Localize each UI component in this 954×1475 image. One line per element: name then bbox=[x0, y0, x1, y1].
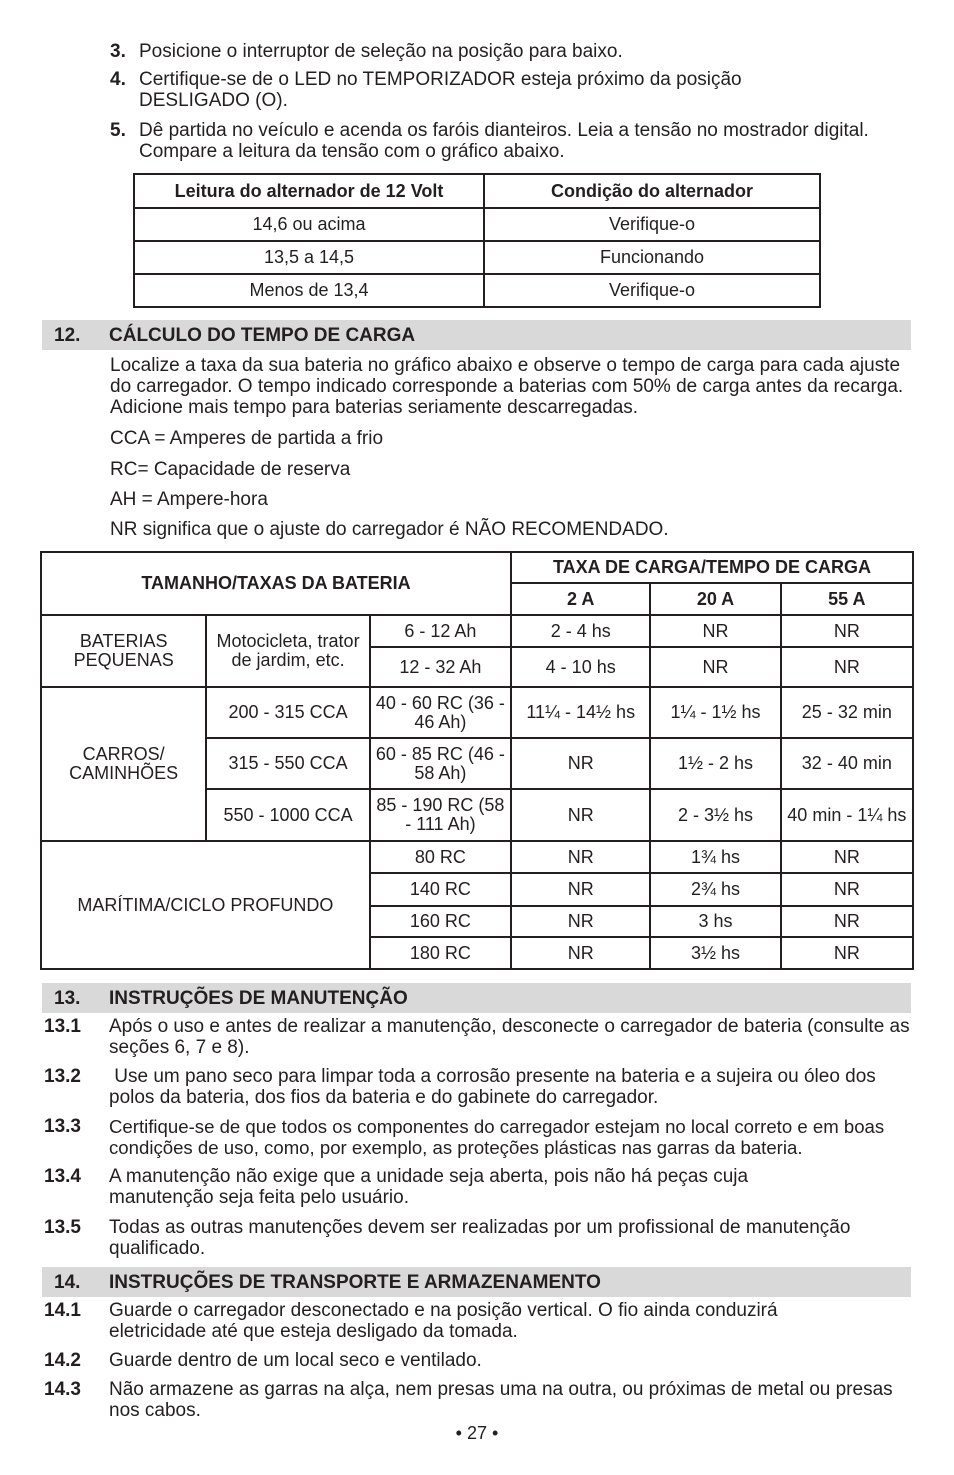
item-text: Não armazene as garras na alça, nem presas uma na outra, ou próximas de metal ou presas nos cabos. bbox=[109, 1379, 893, 1421]
item-14-1 bbox=[42, 1300, 912, 1342]
item-13-2 bbox=[42, 1066, 912, 1108]
item-text: Use um pano seco para limpar toda a corrosão presente na bateria e a sujeira ou óleo dos polos da bateria, dos fios da bateria e do gabinete do carregador. bbox=[109, 1066, 882, 1108]
table-cell: 200 - 315 CCA bbox=[206, 687, 369, 738]
charge-time-table bbox=[40, 551, 914, 970]
item-14-3 bbox=[42, 1379, 912, 1421]
step-4 bbox=[110, 69, 830, 111]
header-2a: 2 A bbox=[511, 583, 650, 615]
table-cell: 3 hs bbox=[650, 906, 780, 937]
section-number: 14. bbox=[54, 1272, 81, 1293]
item-text: Guarde o carregador desconectado e na posição vertical. O fio ainda conduzirá eletricidade até que esteja desligado da tomada. bbox=[109, 1300, 778, 1342]
item-number: 13.3 bbox=[44, 1116, 81, 1137]
table-cell: 1½ - 2 hs bbox=[650, 738, 780, 789]
table-cell: NR bbox=[781, 647, 913, 687]
table-cell: 85 - 190 RC (58 - 111 Ah) bbox=[370, 789, 511, 841]
table-cell: 11¼ - 14½ hs bbox=[511, 687, 650, 738]
step-text: Certifique-se de o LED no TEMPORIZADOR esteja próximo da posição DESLIGADO (O). bbox=[139, 69, 742, 111]
section-13-header bbox=[42, 983, 911, 1013]
step-number: 4. bbox=[110, 69, 126, 90]
item-13-3 bbox=[42, 1116, 912, 1158]
table-row bbox=[134, 274, 820, 307]
table-cell: NR bbox=[511, 937, 650, 969]
table-cell: 40 - 60 RC (36 - 46 Ah) bbox=[370, 687, 511, 738]
definition-ah: AH = Ampere-hora bbox=[110, 489, 268, 510]
table-row bbox=[41, 687, 913, 738]
table-cell: NR bbox=[650, 615, 780, 647]
item-number: 13.5 bbox=[44, 1217, 81, 1238]
table-cell: 1¾ hs bbox=[650, 841, 780, 873]
table-cell: NR bbox=[781, 873, 913, 906]
item-text: Guarde dentro de um local seco e ventilado. bbox=[109, 1350, 482, 1371]
item-13-1 bbox=[42, 1016, 912, 1058]
table-cell: 13,5 a 14,5 bbox=[134, 241, 484, 274]
item-number: 13.4 bbox=[44, 1166, 81, 1187]
table-row bbox=[134, 208, 820, 241]
step-text: Dê partida no veículo e acenda os faróis dianteiros. Leia a tensão no mostrador digital. Compare a leitura da tensão com o gráfico abaixo. bbox=[139, 120, 869, 162]
table-row bbox=[41, 841, 913, 873]
table-cell: NR bbox=[781, 841, 913, 873]
table-cell: 25 - 32 min bbox=[781, 687, 913, 738]
header-battery-size: TAMANHO/TAXAS DA BATERIA bbox=[41, 552, 511, 615]
alt-header-reading: Leitura do alternador de 12 Volt bbox=[134, 174, 484, 208]
item-13-4 bbox=[42, 1166, 912, 1208]
item-13-5 bbox=[42, 1217, 912, 1259]
item-number: 13.2 bbox=[44, 1066, 81, 1087]
table-cell: Menos de 13,4 bbox=[134, 274, 484, 307]
item-number: 14.2 bbox=[44, 1350, 81, 1371]
section-14-header bbox=[42, 1267, 911, 1297]
section-12-intro: Localize a taxa da sua bateria no gráfico abaixo e observe o tempo de carga para cada ajuste do carregador. O tempo indicado corresponde a baterias com 50% de carga antes da recarga. Adicione mais tempo para baterias seriamente descarregadas. bbox=[110, 355, 904, 418]
header-20a: 20 A bbox=[650, 583, 780, 615]
table-cell: NR bbox=[511, 873, 650, 906]
item-14-2 bbox=[42, 1350, 912, 1371]
table-cell: 40 min - 1¼ hs bbox=[781, 789, 913, 841]
table-cell: 6 - 12 Ah bbox=[370, 615, 511, 647]
table-cell: NR bbox=[511, 906, 650, 937]
definition-rc: RC= Capacidade de reserva bbox=[110, 459, 351, 480]
table-cell: 2¾ hs bbox=[650, 873, 780, 906]
table-cell: NR bbox=[781, 906, 913, 937]
table-cell: 140 RC bbox=[370, 873, 511, 906]
page-number: • 27 • bbox=[455, 1423, 499, 1443]
table-cell: NR bbox=[650, 647, 780, 687]
table-cell: NR bbox=[511, 841, 650, 873]
section-number: 13. bbox=[54, 988, 81, 1009]
step-number: 3. bbox=[110, 41, 126, 62]
table-cell: 4 - 10 hs bbox=[511, 647, 650, 687]
table-cell: Funcionando bbox=[484, 241, 820, 274]
table-row bbox=[41, 615, 913, 647]
table-cell: 550 - 1000 CCA bbox=[206, 789, 369, 841]
table-cell: 32 - 40 min bbox=[781, 738, 913, 789]
table-cell: 12 - 32 Ah bbox=[370, 647, 511, 687]
item-number: 13.1 bbox=[44, 1016, 81, 1037]
table-cell: NR bbox=[511, 738, 650, 789]
table-cell: 60 - 85 RC (46 - 58 Ah) bbox=[370, 738, 511, 789]
step-3 bbox=[110, 41, 900, 62]
item-number: 14.1 bbox=[44, 1300, 81, 1321]
item-text: Certifique-se de que todos os componentes do carregador estejam no local correto e em boas condições de uso, como, por exemplo, as proteções plásticas nas garras da bateria. bbox=[109, 1116, 885, 1158]
table-row bbox=[134, 241, 820, 274]
category-marine-deep-cycle: MARÍTIMA/CICLO PROFUNDO bbox=[41, 841, 370, 969]
alternator-table bbox=[133, 173, 821, 308]
category-small-batteries: BATERIAS PEQUENAS bbox=[41, 615, 206, 687]
table-cell: NR bbox=[781, 937, 913, 969]
table-cell: 315 - 550 CCA bbox=[206, 738, 369, 789]
item-number: 14.3 bbox=[44, 1379, 81, 1400]
table-cell: 1¼ - 1½ hs bbox=[650, 687, 780, 738]
step-text: Posicione o interruptor de seleção na posição para baixo. bbox=[139, 41, 623, 62]
item-text: A manutenção não exige que a unidade seja aberta, pois não há peças cuja manutenção seja feita pelo usuário. bbox=[109, 1166, 749, 1208]
table-cell: 3½ hs bbox=[650, 937, 780, 969]
alt-header-condition: Condição do alternador bbox=[484, 174, 820, 208]
definition-nr: NR significa que o ajuste do carregador é NÃO RECOMENDADO. bbox=[110, 519, 669, 540]
section-number: 12. bbox=[54, 325, 81, 346]
section-title: CÁLCULO DO TEMPO DE CARGA bbox=[109, 325, 416, 346]
item-text: Todas as outras manutenções devem ser realizadas por um profissional de manutenção qualificado. bbox=[109, 1217, 851, 1259]
table-cell: NR bbox=[781, 615, 913, 647]
table-cell: NR bbox=[511, 789, 650, 841]
definition-cca: CCA = Amperes de partida a frio bbox=[110, 428, 384, 449]
section-12-header bbox=[42, 320, 911, 350]
header-charge-rate: TAXA DE CARGA/TEMPO DE CARGA bbox=[511, 552, 913, 583]
step-number: 5. bbox=[110, 120, 126, 141]
item-text: Após o uso e antes de realizar a manutenção, desconecte o carregador de bateria (consulte as seções 6, 7 e 8). bbox=[109, 1016, 910, 1058]
subcategory-small: Motocicleta, trator de jardim, etc. bbox=[206, 615, 369, 687]
table-cell: 180 RC bbox=[370, 937, 511, 969]
table-cell: Verifique-o bbox=[484, 274, 820, 307]
category-cars-trucks: CARROS/ CAMINHÕES bbox=[41, 687, 206, 841]
step-5 bbox=[110, 120, 880, 162]
table-cell: 160 RC bbox=[370, 906, 511, 937]
table-cell: 2 - 4 hs bbox=[511, 615, 650, 647]
table-cell: 2 - 3½ hs bbox=[650, 789, 780, 841]
section-title: INSTRUÇÕES DE TRANSPORTE E ARMAZENAMENTO bbox=[109, 1272, 601, 1293]
section-title: INSTRUÇÕES DE MANUTENÇÃO bbox=[109, 988, 408, 1009]
table-cell: 80 RC bbox=[370, 841, 511, 873]
table-cell: Verifique-o bbox=[484, 208, 820, 241]
header-55a: 55 A bbox=[781, 583, 913, 615]
table-cell: 14,6 ou acima bbox=[134, 208, 484, 241]
